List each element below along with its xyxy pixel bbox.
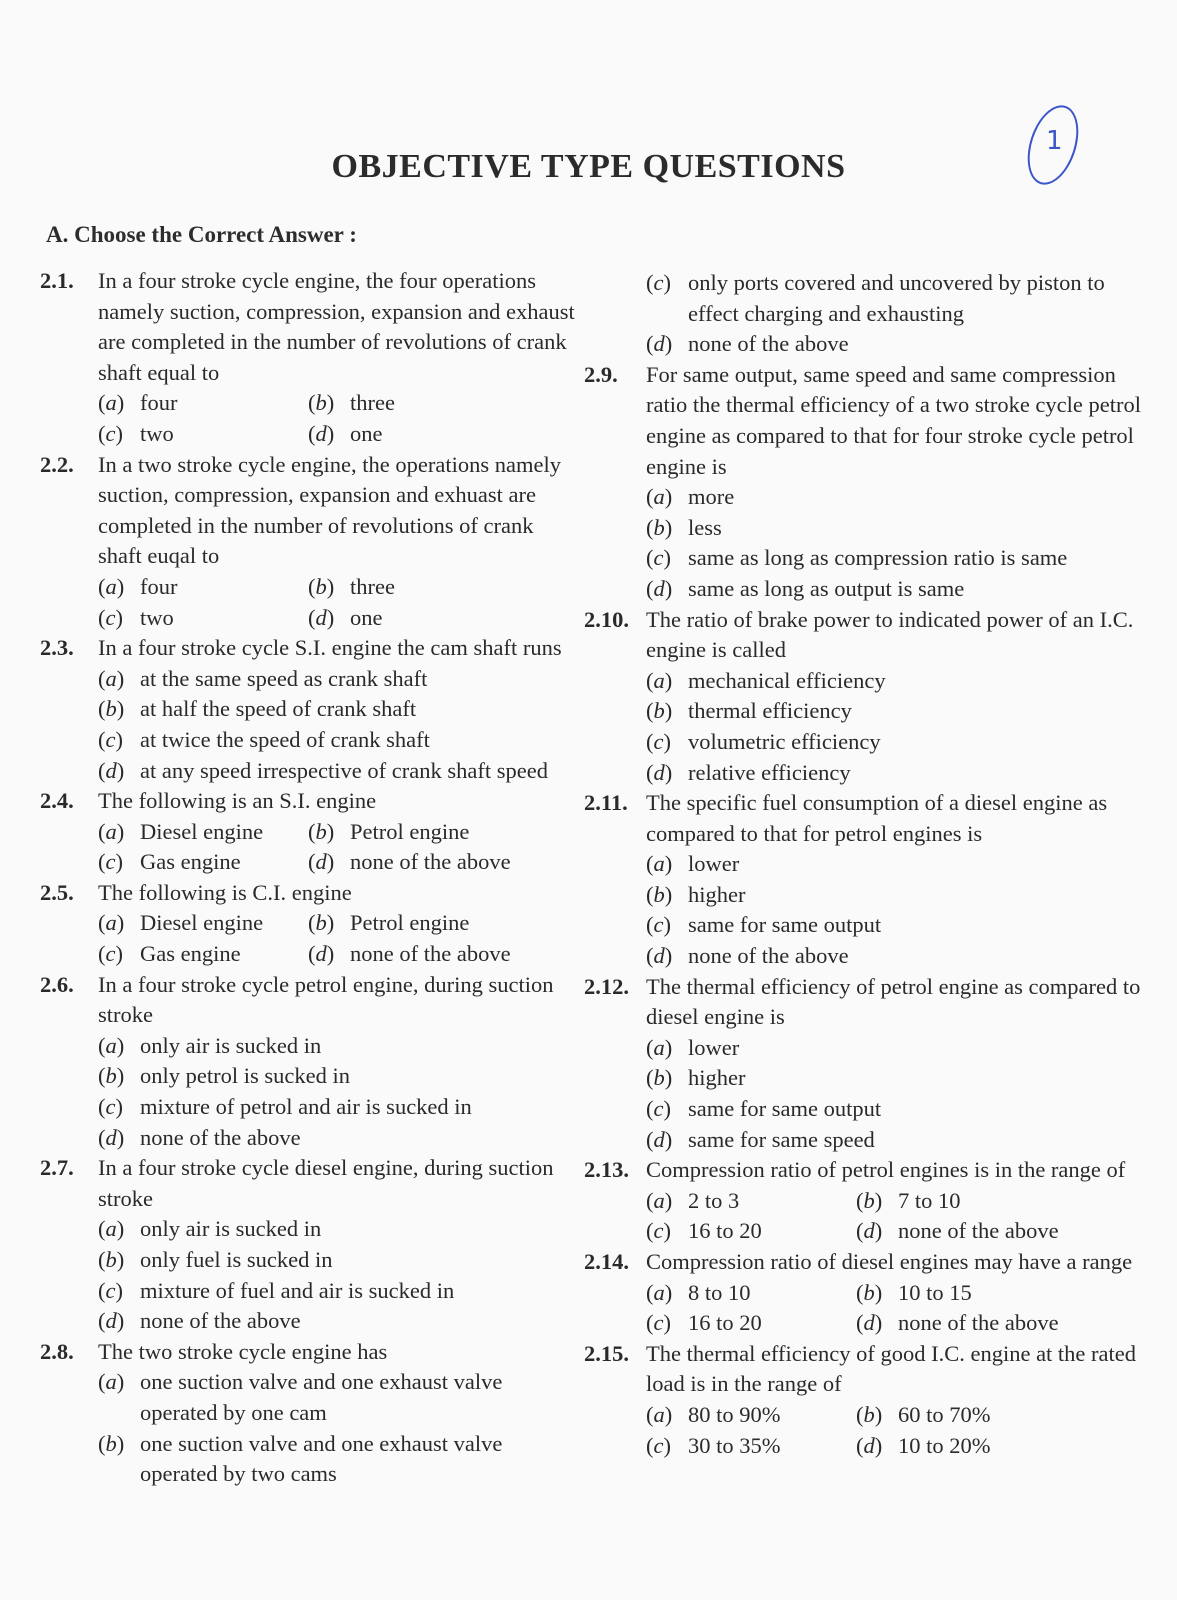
question-item xyxy=(40,970,580,1154)
option-d[interactable] xyxy=(308,603,580,634)
option-text: only fuel is sucked in xyxy=(140,1247,333,1272)
option-label: (b) xyxy=(98,1063,125,1089)
option-list xyxy=(98,1031,580,1153)
option-text: none of the above xyxy=(350,849,511,875)
question-text: Compression ratio of petrol engines is in the range of xyxy=(646,1157,1126,1183)
option-d[interactable] xyxy=(646,758,1144,789)
option-text: at the same speed as crank shaft xyxy=(140,665,428,691)
option-label: (d) xyxy=(856,1310,883,1336)
option-text: none of the above xyxy=(140,1124,301,1150)
option-label: (c) xyxy=(646,1432,671,1458)
left-column xyxy=(40,266,580,1490)
option-text: same for same speed xyxy=(688,1126,875,1152)
option-b[interactable] xyxy=(856,1186,1144,1217)
option-label: (a) xyxy=(646,1401,673,1427)
option-text: none of the above xyxy=(688,943,849,969)
question-text: The following is an S.I. engine xyxy=(98,788,377,814)
option-label: (b) xyxy=(856,1279,883,1305)
option-c[interactable] xyxy=(646,1094,1144,1125)
option-text: Diesel engine xyxy=(140,818,264,844)
option-label: (b) xyxy=(98,696,125,722)
option-list xyxy=(98,817,580,878)
option-b[interactable] xyxy=(308,572,580,603)
question-item xyxy=(40,878,580,970)
question-text: For same output, same speed and same compression ratio the thermal efficiency of a two stroke cycle petrol engine as compared to that for four stroke cycle petrol engine is xyxy=(646,361,1141,479)
question-item xyxy=(584,788,1144,972)
option-label: (a) xyxy=(98,665,125,691)
option-label: (c) xyxy=(646,912,671,938)
option-b[interactable] xyxy=(646,513,1144,544)
option-a[interactable] xyxy=(98,817,308,848)
option-label: (d) xyxy=(98,757,125,783)
option-b[interactable] xyxy=(856,1278,1144,1309)
option-text: same for same output xyxy=(688,1096,882,1122)
question-number: 2.11. xyxy=(584,790,628,816)
option-list xyxy=(98,388,580,449)
option-b[interactable] xyxy=(646,880,1144,911)
option-list xyxy=(646,1033,1144,1155)
option-label: (d) xyxy=(646,1126,673,1152)
option-c[interactable] xyxy=(98,1092,580,1123)
option-text: Petrol engine xyxy=(350,818,470,844)
option-label: (d) xyxy=(308,941,335,967)
question-text: The two stroke cycle engine has xyxy=(98,1338,388,1364)
option-b[interactable] xyxy=(646,1063,1144,1094)
option-text: volumetric efficiency xyxy=(688,728,881,754)
question-number: 2.12. xyxy=(584,973,629,999)
handwritten-page-number: 1 xyxy=(1018,99,1087,191)
option-label: (d) xyxy=(856,1218,883,1244)
option-a[interactable] xyxy=(98,1214,580,1245)
option-label: (d) xyxy=(308,604,335,630)
option-text: same for same output xyxy=(688,912,882,938)
option-text: 80 to 90% xyxy=(688,1401,781,1427)
option-text: more xyxy=(688,484,735,510)
option-text: two xyxy=(140,604,174,630)
option-list xyxy=(98,572,580,633)
option-label: (a) xyxy=(646,1034,673,1060)
question-text: The specific fuel consumption of a diesel engine as compared to that for petrol engines is xyxy=(646,790,1108,846)
option-c[interactable] xyxy=(646,1216,856,1247)
option-text: four xyxy=(140,573,178,599)
option-text: none of the above xyxy=(898,1310,1059,1336)
option-text: none of the above xyxy=(350,941,511,967)
option-b[interactable] xyxy=(98,1245,580,1276)
option-c[interactable] xyxy=(646,1308,856,1339)
option-label: (c) xyxy=(98,604,123,630)
option-label: (b) xyxy=(308,573,335,599)
option-c[interactable] xyxy=(646,268,1144,329)
option-b[interactable] xyxy=(98,694,580,725)
option-label: (a) xyxy=(98,818,125,844)
question-number: 2.14. xyxy=(584,1249,629,1274)
question-number: 2.3. xyxy=(40,635,74,661)
option-d[interactable] xyxy=(308,847,580,878)
option-text: one suction valve and one exhaust valve operated by one cam xyxy=(140,1369,503,1425)
option-label: (b) xyxy=(646,514,673,540)
option-label: (d) xyxy=(646,759,673,785)
option-label: (c) xyxy=(98,726,123,752)
option-a[interactable] xyxy=(98,1367,580,1428)
option-label: (a) xyxy=(98,1032,125,1058)
option-label: (d) xyxy=(856,1432,883,1458)
option-a[interactable] xyxy=(646,1278,856,1309)
option-a[interactable] xyxy=(98,664,580,695)
option-list xyxy=(646,1186,1144,1247)
section-heading: A. Choose the Correct Answer : xyxy=(46,222,357,247)
option-text: Gas engine xyxy=(140,849,241,875)
question-number: 2.7. xyxy=(40,1155,74,1181)
option-label: (d) xyxy=(308,420,335,446)
question-item xyxy=(40,1153,580,1337)
question-text: The ratio of brake power to indicated power of an I.C. engine is called xyxy=(646,606,1134,663)
option-label: (c) xyxy=(646,545,671,571)
option-label: (a) xyxy=(646,1279,673,1305)
option-label: (a) xyxy=(646,1187,673,1213)
option-list xyxy=(98,1214,580,1336)
option-text: higher xyxy=(688,1065,746,1091)
option-text: Gas engine xyxy=(140,941,241,967)
option-d[interactable] xyxy=(646,329,1144,360)
option-label: (c) xyxy=(98,849,123,875)
option-text: 7 to 10 xyxy=(898,1187,961,1213)
option-a[interactable] xyxy=(646,1400,856,1431)
option-text: 8 to 10 xyxy=(688,1279,751,1305)
option-label: (a) xyxy=(98,390,125,416)
option-label: (c) xyxy=(98,1094,123,1120)
option-text: thermal efficiency xyxy=(688,698,852,724)
option-label: (d) xyxy=(98,1124,125,1150)
option-label: (b) xyxy=(308,390,335,416)
option-text: 10 to 15 xyxy=(898,1279,972,1305)
option-d[interactable] xyxy=(308,939,580,970)
option-b[interactable] xyxy=(856,1400,1144,1431)
option-label: (c) xyxy=(646,1310,671,1336)
question-item xyxy=(40,633,580,786)
option-label: (d) xyxy=(98,1308,125,1334)
option-label: (a) xyxy=(646,667,673,693)
option-text: at half the speed of crank shaft xyxy=(140,696,417,722)
option-text: relative efficiency xyxy=(688,759,851,785)
option-label: (a) xyxy=(646,851,673,877)
option-c[interactable] xyxy=(646,543,1144,574)
option-d[interactable] xyxy=(856,1216,1144,1247)
option-text: higher xyxy=(688,881,746,907)
option-list xyxy=(646,666,1144,788)
option-b[interactable] xyxy=(308,388,580,419)
question-item xyxy=(584,1155,1144,1247)
option-text: mixture of fuel and air is sucked in xyxy=(140,1277,455,1303)
option-label: (c) xyxy=(98,941,123,967)
option-text: lower xyxy=(688,851,740,877)
option-label: (c) xyxy=(646,270,671,295)
option-label: (b) xyxy=(98,1247,125,1272)
option-list xyxy=(98,664,580,786)
question-item xyxy=(584,605,1144,789)
option-text: four xyxy=(140,390,178,416)
option-text: one suction valve and one exhaust valve operated by two cams xyxy=(140,1430,503,1487)
option-d[interactable] xyxy=(646,574,1144,605)
option-label: (c) xyxy=(98,420,123,446)
option-a[interactable] xyxy=(98,388,308,419)
question-number: 2.4. xyxy=(40,788,74,814)
option-label: (b) xyxy=(646,881,673,907)
question-number: 2.1. xyxy=(40,268,74,293)
option-list xyxy=(646,1278,1144,1339)
question-text: In a two stroke cycle engine, the operations namely suction, compression, expansion and exhuast are completed in the number of revolutions of crank shaft euqal to xyxy=(98,451,561,569)
option-label: (a) xyxy=(98,910,125,936)
option-text: 16 to 20 xyxy=(688,1310,762,1336)
option-d[interactable] xyxy=(308,419,580,450)
question-number: 2.13. xyxy=(584,1157,629,1183)
question-text: In a four stroke cycle diesel engine, during suction stroke xyxy=(98,1155,554,1211)
question-item xyxy=(584,1247,1144,1339)
question-item xyxy=(40,266,580,450)
option-c[interactable] xyxy=(98,847,308,878)
option-text: 10 to 20% xyxy=(898,1432,991,1458)
option-label: (d) xyxy=(308,849,335,875)
option-c[interactable] xyxy=(98,939,308,970)
option-c[interactable] xyxy=(98,419,308,450)
option-c[interactable] xyxy=(98,603,308,634)
option-text: Diesel engine xyxy=(140,910,264,936)
option-label: (b) xyxy=(856,1187,883,1213)
option-label: (b) xyxy=(308,818,335,844)
option-d[interactable] xyxy=(856,1431,1144,1462)
page-title: OBJECTIVE TYPE QUESTIONS xyxy=(331,148,846,185)
option-d[interactable] xyxy=(98,1123,580,1154)
option-text: one xyxy=(350,604,383,630)
option-a[interactable] xyxy=(646,849,1144,880)
option-b[interactable] xyxy=(646,696,1144,727)
option-label: (b) xyxy=(646,698,673,724)
option-text: 60 to 70% xyxy=(898,1401,991,1427)
option-c[interactable] xyxy=(646,1431,856,1462)
question-text: In a four stroke cycle S.I. engine the cam shaft runs xyxy=(98,635,562,661)
option-b[interactable] xyxy=(308,908,580,939)
option-d[interactable] xyxy=(856,1308,1144,1339)
question-number: 2.5. xyxy=(40,879,74,905)
option-text: none of the above xyxy=(140,1308,301,1334)
option-a[interactable] xyxy=(646,1033,1144,1064)
option-label: (c) xyxy=(646,1218,671,1244)
option-a[interactable] xyxy=(646,666,1144,697)
option-list xyxy=(646,1400,1144,1461)
option-list xyxy=(646,482,1144,604)
option-text: none of the above xyxy=(688,331,849,357)
option-text: same as long as compression ratio is same xyxy=(688,545,1068,571)
question-item xyxy=(584,360,1144,605)
right-column xyxy=(584,268,1144,1461)
option-d[interactable] xyxy=(646,941,1144,972)
question-text: The thermal efficiency of petrol engine as compared to diesel engine is xyxy=(646,973,1141,1030)
option-text: only air is sucked in xyxy=(140,1032,322,1058)
option-label: (c) xyxy=(98,1277,123,1303)
option-text: Petrol engine xyxy=(350,910,470,936)
option-b[interactable] xyxy=(98,1429,580,1490)
question-item xyxy=(40,450,580,634)
option-label: (a) xyxy=(98,573,125,599)
option-b[interactable] xyxy=(98,1061,580,1092)
option-text: one xyxy=(350,420,383,446)
option-label: (b) xyxy=(646,1065,673,1091)
option-c[interactable] xyxy=(646,910,1144,941)
question-item xyxy=(40,786,580,878)
option-d[interactable] xyxy=(98,756,580,787)
option-d[interactable] xyxy=(98,1306,580,1337)
option-label: (d) xyxy=(646,331,673,357)
option-text: mixture of petrol and air is sucked in xyxy=(140,1094,472,1120)
option-label: (a) xyxy=(98,1216,125,1242)
option-text: less xyxy=(688,514,722,540)
option-c[interactable] xyxy=(98,725,580,756)
option-label: (a) xyxy=(98,1369,125,1395)
option-list xyxy=(98,1367,580,1489)
option-label: (a) xyxy=(646,484,673,510)
question-text: In a four stroke cycle engine, the four operations namely suction, compression, expansion and exhaust are completed in the number of revolutions of crank shaft equal to xyxy=(98,268,575,385)
option-text: three xyxy=(350,573,395,599)
option-text: 2 to 3 xyxy=(688,1187,740,1213)
option-text: at twice the speed of crank shaft xyxy=(140,726,430,752)
option-text: two xyxy=(140,420,174,446)
question-item xyxy=(40,1337,580,1490)
question-text: In a four stroke cycle petrol engine, during suction stroke xyxy=(98,971,554,1028)
option-text: 30 to 35% xyxy=(688,1432,781,1458)
option-text: same as long as output is same xyxy=(688,575,965,601)
question-number: 2.8. xyxy=(40,1338,74,1364)
option-c[interactable] xyxy=(646,727,1144,758)
option-text: none of the above xyxy=(898,1218,1059,1244)
option-text: three xyxy=(350,390,395,416)
option-a[interactable] xyxy=(646,482,1144,513)
question-text: The thermal efficiency of good I.C. engine at the rated load is in the range of xyxy=(646,1340,1137,1397)
option-text: mechanical efficiency xyxy=(688,667,886,693)
option-text: only air is sucked in xyxy=(140,1216,322,1242)
option-d[interactable] xyxy=(646,1125,1144,1156)
option-text: only petrol is sucked in xyxy=(140,1063,350,1089)
option-a[interactable] xyxy=(98,1031,580,1062)
option-label: (c) xyxy=(646,1096,671,1122)
question-item xyxy=(584,972,1144,1156)
question-number: 2.9. xyxy=(584,361,618,387)
option-a[interactable] xyxy=(646,1186,856,1217)
question-text: The following is C.I. engine xyxy=(98,879,352,905)
option-list xyxy=(98,908,580,969)
question-number: 2.10. xyxy=(584,606,629,632)
question-number: 2.2. xyxy=(40,451,74,477)
option-text: at any speed irrespective of crank shaft speed xyxy=(140,757,548,783)
option-label: (c) xyxy=(646,728,671,754)
option-label: (d) xyxy=(646,943,673,969)
option-label: (b) xyxy=(308,910,335,936)
question-text: Compression ratio of diesel engines may have a range xyxy=(646,1249,1133,1274)
question-item xyxy=(584,1339,1144,1461)
option-text: only ports covered and uncovered by piston to effect charging and exhausting xyxy=(688,270,1105,326)
option-a[interactable] xyxy=(98,908,308,939)
option-label: (b) xyxy=(98,1430,125,1456)
option-b[interactable] xyxy=(308,817,580,848)
question-number: 2.15. xyxy=(584,1340,629,1366)
option-list xyxy=(646,849,1144,971)
option-a[interactable] xyxy=(98,572,308,603)
option-label: (d) xyxy=(646,575,673,601)
option-text: 16 to 20 xyxy=(688,1218,762,1244)
option-c[interactable] xyxy=(98,1276,580,1307)
question-number: 2.6. xyxy=(40,971,74,997)
option-text: lower xyxy=(688,1034,740,1060)
option-label: (b) xyxy=(856,1401,883,1427)
